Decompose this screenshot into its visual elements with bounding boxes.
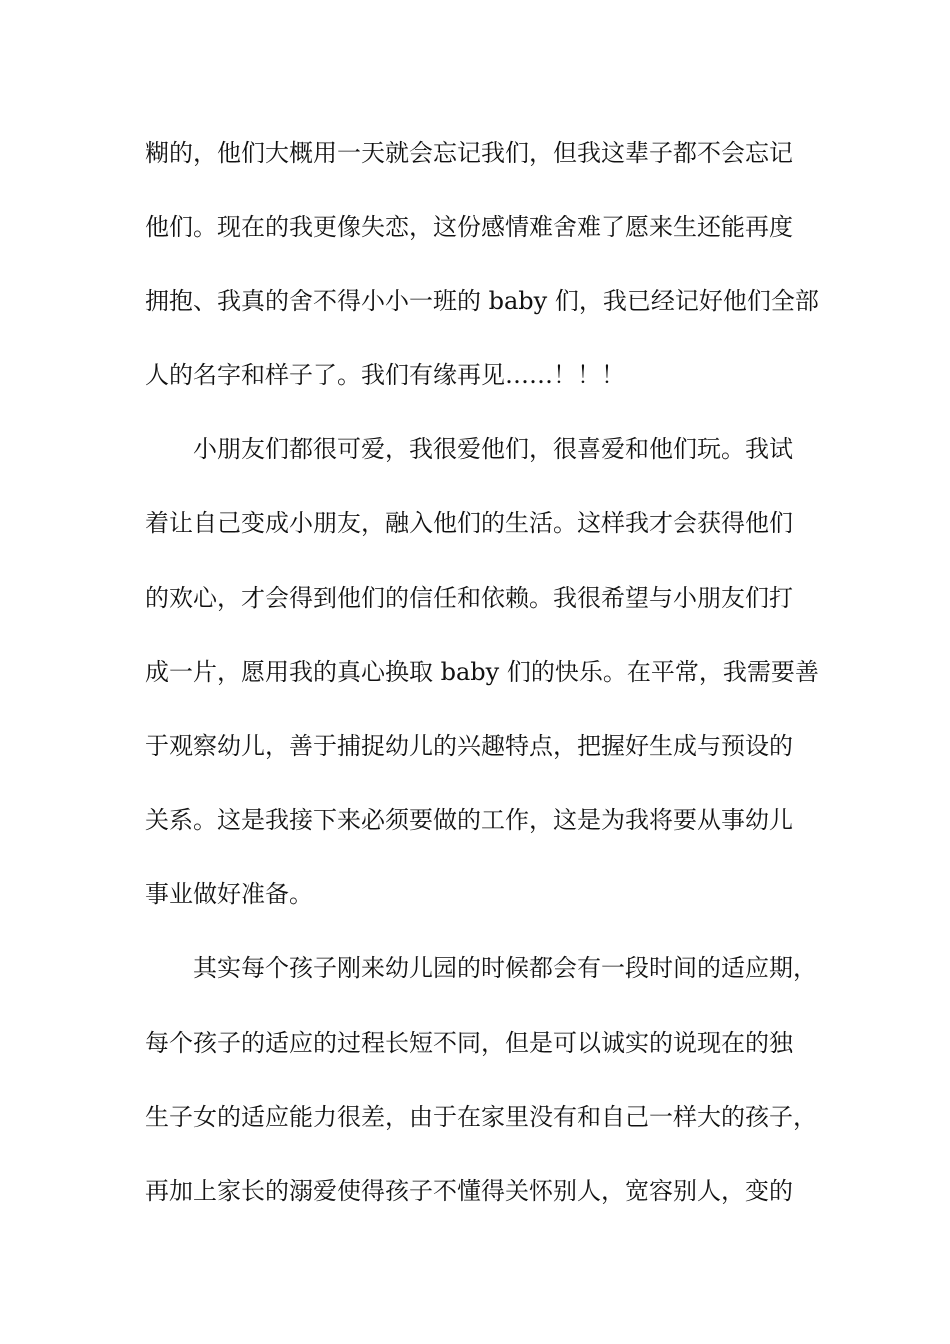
text-line: 其实每个孩子刚来幼儿园的时候都会有一段时间的适应期， <box>145 954 817 982</box>
text-line: 着让自己变成小朋友，融入他们的生活。这样我才会获得他们 <box>145 509 793 537</box>
text-line: 人的名字和样子了。我们有缘再见……！！！ <box>145 361 625 389</box>
text-line: 糊的，他们大概用一天就会忘记我们，但我这辈子都不会忘记 <box>145 139 793 167</box>
text-line: 每个孩子的适应的过程长短不同，但是可以诚实的说现在的独 <box>145 1029 793 1057</box>
text-line: 成一片，愿用我的真心换取 baby 们的快乐。在平常，我需要善 <box>145 658 819 686</box>
text-line: 于观察幼儿，善于捕捉幼儿的兴趣特点，把握好生成与预设的 <box>145 732 793 760</box>
text-line: 他们。现在的我更像失恋，这份感情难舍难了愿来生还能再度 <box>145 213 793 241</box>
text-line: 生子女的适应能力很差，由于在家里没有和自己一样大的孩子， <box>145 1103 817 1131</box>
text-line: 关系。这是我接下来必须要做的工作，这是为我将要从事幼儿 <box>145 806 793 834</box>
text-line: 的欢心，才会得到他们的信任和依赖。我很希望与小朋友们打 <box>145 584 793 612</box>
text-line: 拥抱、我真的舍不得小小一班的 baby 们，我已经记好他们全部 <box>145 287 819 315</box>
text-line: 再加上家长的溺爱使得孩子不懂得关怀别人，宽容别人，变的 <box>145 1177 793 1205</box>
text-line: 事业做好准备。 <box>145 880 313 908</box>
text-line: 小朋友们都很可爱，我很爱他们，很喜爱和他们玩。我试 <box>145 435 793 463</box>
